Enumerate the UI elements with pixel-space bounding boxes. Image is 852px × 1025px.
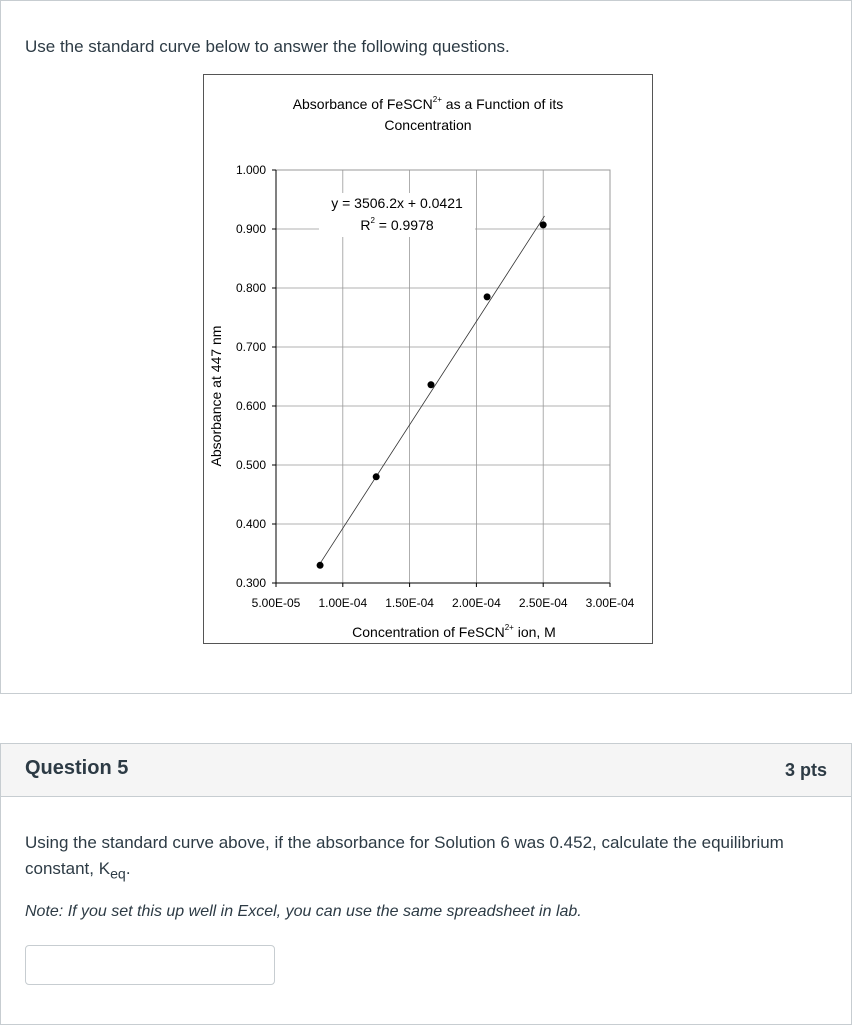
question-header: [1, 744, 851, 797]
x-tick-label: 2.50E-04: [518, 596, 568, 610]
x-tick-label: 1.50E-04: [385, 596, 434, 610]
y-tick-label: 0.600: [235, 399, 266, 413]
data-point: [427, 381, 434, 388]
y-tick-label: 0.800: [235, 281, 266, 295]
question-note: Note: If you set this up well in Excel, you can use the same spreadsheet in lab.: [25, 903, 582, 921]
y-tick-label: 1.000: [235, 163, 266, 177]
y-axis-label: Absorbance at 447 nm: [208, 325, 224, 467]
question-title: Question 5: [25, 757, 129, 779]
y-tick-label: 0.700: [235, 340, 266, 354]
y-tick-label: 0.300: [235, 576, 266, 590]
x-axis-label: Concentration of FeSCN$^{2+}$ ion, M: [352, 623, 556, 640]
x-tick-label: 1.00E-04: [318, 596, 368, 610]
equation-label: y = 3506.2x + 0.0421: [331, 195, 463, 211]
data-points: [317, 221, 547, 568]
chart-title-line2: Concentration: [384, 117, 472, 133]
data-point: [540, 221, 547, 228]
question-points: 3 pts: [784, 760, 827, 780]
trendline: [320, 216, 544, 564]
standard-curve-chart: [204, 75, 652, 643]
y-tick-label: 0.500: [235, 458, 266, 472]
x-tick-label: 5.00E-05: [251, 596, 301, 610]
y-tick-label: 0.400: [235, 517, 266, 531]
answer-input[interactable]: [25, 945, 275, 985]
question-body: [25, 830, 825, 925]
chart-container: [203, 74, 653, 644]
intro-text: Use the standard curve below to answer the following questions.: [25, 37, 510, 56]
chart-title-line1: Absorbance of FeSCN$^{2+}$ as a Function of its: [292, 95, 564, 112]
x-tick-label: 3.00E-04: [585, 596, 635, 610]
data-point: [317, 562, 324, 569]
data-point: [484, 293, 491, 300]
y-tick-label: 0.900: [235, 222, 266, 236]
data-point: [373, 473, 380, 480]
x-tick-label: 2.00E-04: [452, 596, 501, 610]
question-card: [0, 743, 852, 1025]
question-text: Using the standard curve above, if the absorbance for Solution 6 was 0.452, calculate the equilibrium constant, $K_{eq}$.: [25, 833, 784, 883]
r2-label: $R^2 = 0.9978$: [360, 216, 434, 233]
